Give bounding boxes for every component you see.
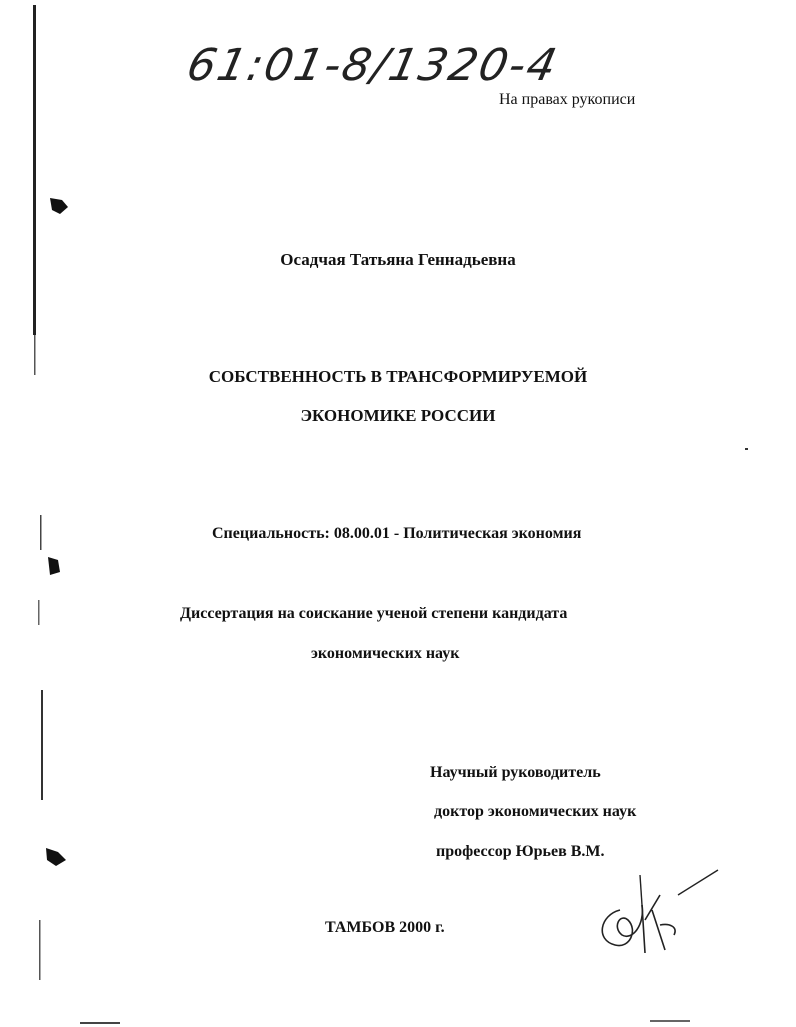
supervisor-degree: доктор экономических наук [434, 803, 637, 820]
archive-code: 61:01-8/1320-4 [182, 40, 563, 91]
city-year: ТАМБОВ 2000 г. [325, 919, 445, 936]
specialty: Специальность: 08.00.01 - Политическая экономия [212, 525, 582, 542]
rights-note: На правах рукописи [499, 91, 636, 108]
author-name: Осадчая Татьяна Геннадьевна [280, 250, 516, 269]
title-line-1: СОБСТВЕННОСТЬ В ТРАНСФОРМИРУЕМОЙ [208, 367, 588, 386]
supervisor-name: профессор Юрьев В.М. [436, 843, 605, 860]
signature [590, 865, 720, 955]
title-line-2: ЭКОНОМИКЕ РОССИИ [300, 406, 496, 425]
supervisor-heading: Научный руководитель [430, 764, 601, 781]
dissertation-line-1: Диссертация на соискание ученой степени кандидата [180, 605, 568, 622]
dissertation-line-2: экономических наук [311, 645, 460, 662]
